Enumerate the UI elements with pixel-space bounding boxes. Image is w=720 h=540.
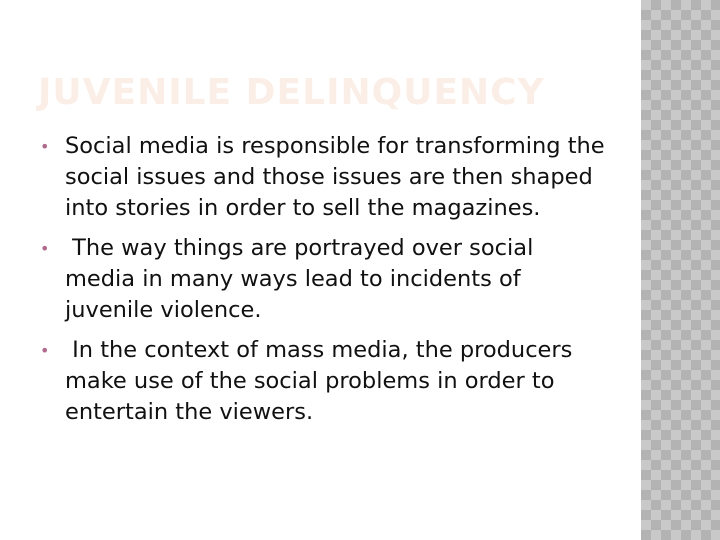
slide-title: JUVENILE DELINQUENCY: [38, 72, 545, 113]
bullet-item: [40, 335, 610, 428]
bullet-text: In the context of mass media, the producers make use of the social problems in order to entertain the viewers.: [65, 337, 580, 425]
bullet-text: The way things are portrayed over social media in many ways lead to incidents of juvenile violence.: [65, 235, 541, 323]
bullet-marker-icon: •: [40, 137, 50, 156]
bullet-item: [40, 131, 610, 224]
bullet-list: [40, 131, 610, 437]
bullet-marker-icon: •: [40, 239, 50, 258]
bullet-marker-icon: •: [40, 341, 50, 360]
bullet-item: [40, 233, 610, 326]
decorative-side-pattern: [641, 0, 720, 540]
bullet-text: Social media is responsible for transforming the social issues and those issues are then shaped into stories in order to sell the magazines.: [65, 133, 612, 221]
